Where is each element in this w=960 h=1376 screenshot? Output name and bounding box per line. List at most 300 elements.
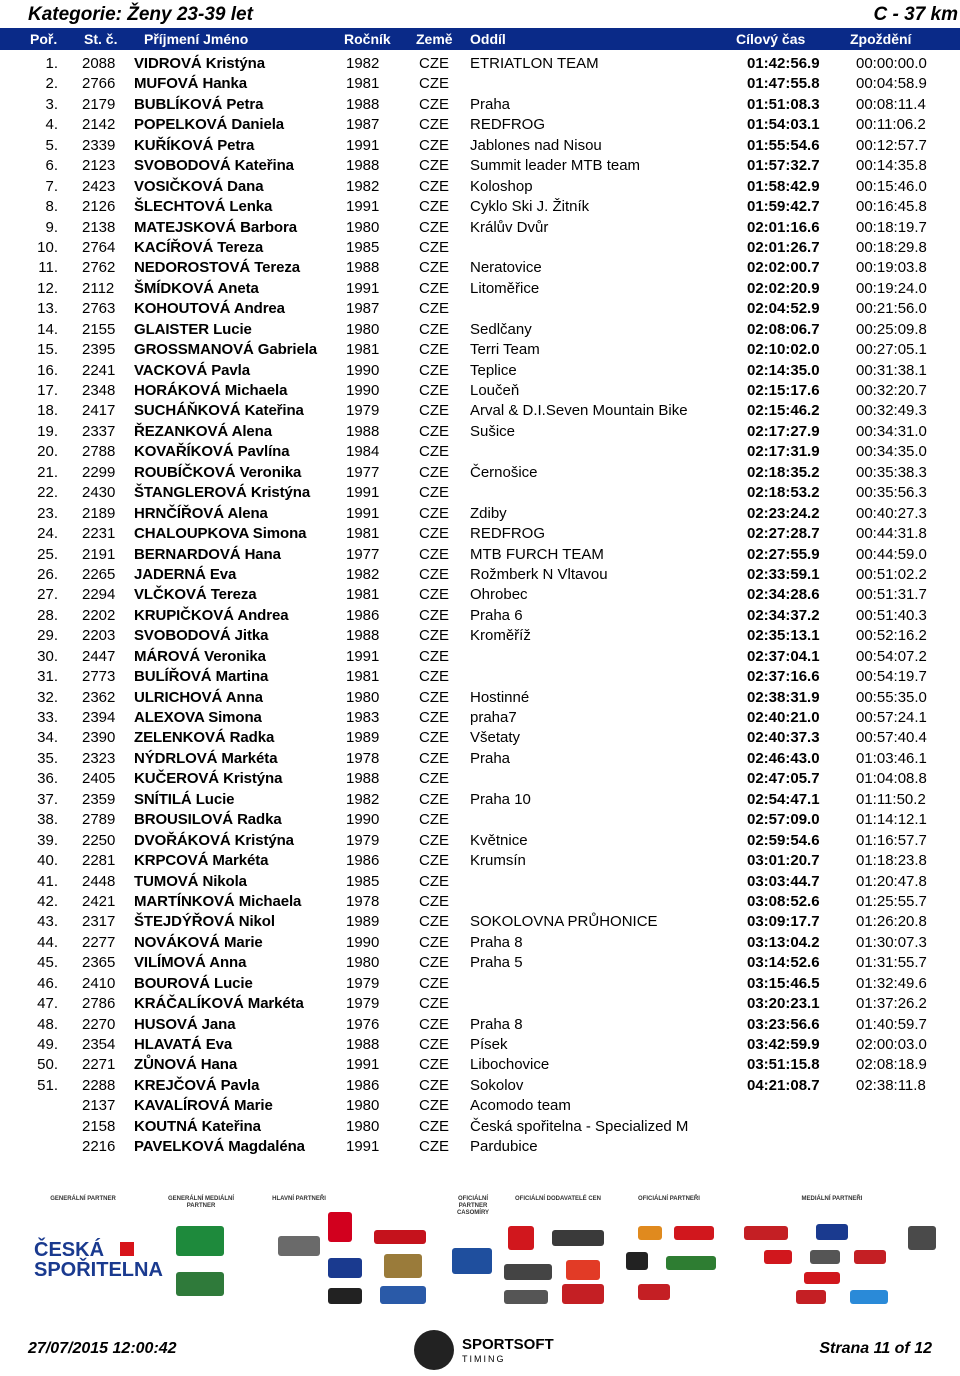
cell-country: CZE [419, 1056, 449, 1074]
cell-gap: 00:08:11.4 [856, 95, 926, 113]
cell-gap: 01:32:49.6 [856, 974, 927, 992]
cell-name: ZELENKOVÁ Radka [134, 729, 275, 747]
cell-gap: 00:32:20.7 [856, 382, 927, 399]
cell-gap: 00:51:40.3 [856, 606, 927, 624]
cell-start-number: 2421 [82, 892, 116, 910]
cell-country: CZE [419, 913, 449, 931]
cell-year: 1986 [346, 1076, 380, 1094]
cell-country: CZE [419, 545, 449, 563]
table-row [0, 156, 960, 176]
cell-country: CZE [419, 974, 449, 992]
cell-gap: 01:30:07.3 [856, 933, 927, 951]
cell-country: CZE [419, 1015, 449, 1033]
cell-finish-time: 02:37:04.1 [747, 647, 820, 665]
cell-finish-time: 02:34:28.6 [747, 586, 820, 604]
cell-club: Acomodo team [470, 1097, 571, 1115]
cell-finish-time: 01:57:32.7 [747, 157, 820, 175]
sportsoft-logo [414, 1330, 564, 1372]
cell-finish-time: 02:17:31.9 [747, 443, 820, 461]
cell-finish-time: 02:46:43.0 [747, 749, 820, 767]
cell-club: Cyklo Ski J. Žitník [470, 198, 590, 216]
table-row [0, 136, 960, 156]
page-number: Strana 11 of 12 [819, 1340, 932, 1357]
cell-finish-time: 02:14:35.0 [747, 361, 820, 379]
cell-finish-time: 03:14:52.6 [747, 954, 820, 972]
cell-start-number: 2763 [82, 300, 116, 318]
cell-finish-time: 03:51:15.8 [747, 1056, 820, 1074]
cell-name: BOUROVÁ Lucie [134, 974, 253, 992]
cell-club: Hostinné [470, 688, 530, 706]
cell-country: CZE [419, 1036, 449, 1053]
cell-gap: 00:44:31.8 [856, 525, 927, 543]
cell-position: 22. [37, 484, 58, 502]
cell-year: 1988 [346, 770, 380, 788]
lego-logo [508, 1226, 534, 1250]
cell-position: 4. [45, 116, 58, 134]
cell-finish-time: 02:15:17.6 [747, 382, 820, 399]
cell-year: 1985 [346, 238, 380, 256]
cell-name: CHALOUPKOVA Simona [134, 525, 307, 543]
cell-start-number: 2191 [82, 545, 116, 563]
header-club: Oddíl [470, 31, 506, 47]
table-row [0, 933, 960, 953]
cell-country: CZE [419, 422, 449, 440]
table-row [0, 197, 960, 217]
cell-start-number: 2773 [82, 668, 116, 686]
cell-position: 49. [37, 1036, 58, 1053]
cell-club: MTB FURCH TEAM [470, 545, 604, 563]
table-row [0, 299, 960, 319]
cell-name: KRPCOVÁ Markéta [134, 852, 269, 870]
cell-club: SOKOLOVNA PRŮHONICE [470, 913, 658, 931]
silvini-logo [552, 1230, 604, 1246]
cell-name: KOVAŘÍKOVÁ Pavlína [134, 443, 290, 461]
cell-country: CZE [419, 811, 449, 829]
cell-club: Neratovice [470, 259, 542, 277]
cell-position: 11. [38, 259, 58, 277]
cell-year: 1979 [346, 402, 380, 420]
cell-gap: 00:51:31.7 [856, 586, 927, 604]
cell-year: 1986 [346, 852, 380, 870]
cell-start-number: 2281 [82, 852, 116, 870]
cyklo-logo [854, 1250, 886, 1264]
cell-position: 40. [37, 852, 58, 870]
radiozurnal-logo [744, 1226, 788, 1240]
cell-finish-time: 02:27:28.7 [747, 525, 820, 543]
cell-year: 1991 [346, 647, 380, 665]
tkf-logo [638, 1284, 670, 1300]
cell-country: CZE [419, 320, 449, 338]
cell-start-number: 2764 [82, 238, 116, 256]
cell-position: 31. [37, 668, 58, 686]
cell-country: CZE [419, 954, 449, 972]
cell-gap: 00:19:03.8 [856, 259, 927, 277]
cell-name: NOVÁKOVÁ Marie [134, 933, 263, 951]
sportrecharge-logo [562, 1284, 604, 1304]
cell-country: CZE [419, 300, 449, 318]
cell-club: Loučeň [470, 382, 520, 399]
cell-finish-time: 02:01:26.7 [747, 238, 820, 256]
cell-position: 35. [37, 749, 58, 767]
cell-gap: 02:00:03.0 [856, 1036, 927, 1053]
cell-name: HUSOVÁ Jana [134, 1015, 236, 1033]
cell-name: NÝDRLOVÁ Markéta [134, 749, 278, 767]
cell-finish-time: 03:20:23.1 [747, 995, 820, 1013]
cell-year: 1980 [346, 1097, 380, 1115]
cell-name: TUMOVÁ Nikola [134, 872, 247, 890]
header-year: Ročník [344, 31, 391, 47]
cell-name: BROUSILOVÁ Radka [134, 811, 282, 829]
cell-country: CZE [419, 647, 449, 665]
cell-country: CZE [419, 55, 449, 72]
cell-finish-time: 01:51:08.3 [747, 95, 820, 113]
cell-gap: 00:11:06.2 [856, 116, 926, 134]
cell-name: BUBLÍKOVÁ Petra [134, 95, 264, 113]
cell-gap: 00:18:19.7 [856, 218, 927, 236]
cell-country: CZE [419, 75, 449, 93]
table-row [0, 504, 960, 524]
cell-start-number: 2448 [82, 872, 116, 890]
autoguard-logo [504, 1290, 548, 1304]
cs-logo-mark [120, 1242, 134, 1256]
cell-start-number: 2766 [82, 75, 116, 93]
cell-year: 1987 [346, 300, 380, 318]
cell-gap: 01:40:59.7 [856, 1015, 927, 1033]
cell-year: 1988 [346, 627, 380, 645]
cell-country: CZE [419, 995, 449, 1013]
table-row [0, 258, 960, 278]
cell-position: 18. [37, 402, 58, 420]
cell-position: 46. [37, 974, 58, 992]
cell-gap: 00:35:56.3 [856, 484, 927, 502]
cell-gap: 02:08:18.9 [856, 1056, 927, 1074]
cell-club: Praha 6 [470, 606, 523, 624]
cell-gap: 01:25:55.7 [856, 892, 927, 910]
table-row [0, 74, 960, 94]
cell-year: 1991 [346, 484, 380, 502]
cell-club: Terri Team [470, 341, 540, 359]
cell-country: CZE [419, 586, 449, 604]
cell-name: MARTÍNKOVÁ Michaela [134, 892, 302, 910]
print-date: 27/07/2015 12:00:42 [28, 1340, 177, 1357]
table-row [0, 381, 960, 401]
cell-gap: 01:18:23.8 [856, 852, 927, 870]
cell-gap: 00:35:38.3 [856, 463, 927, 481]
cell-start-number: 2137 [82, 1097, 116, 1115]
cell-country: CZE [419, 606, 449, 624]
cell-year: 1991 [346, 1138, 380, 1156]
cell-country: CZE [419, 218, 449, 236]
cell-gap: 01:04:08.8 [856, 770, 927, 788]
table-row [0, 647, 960, 667]
table-row [0, 1137, 960, 1157]
cell-year: 1980 [346, 954, 380, 972]
cell-position: 8. [45, 198, 58, 216]
cell-finish-time: 02:02:20.9 [747, 279, 820, 297]
cell-start-number: 2339 [82, 136, 116, 154]
cell-country: CZE [419, 1117, 449, 1135]
media-partners-label: MEDIÁLNÍ PARTNEŘI [801, 1196, 863, 1202]
table-row [0, 953, 960, 973]
cell-gap: 00:19:24.0 [856, 279, 927, 297]
cell-start-number: 2271 [82, 1056, 116, 1074]
results-table [0, 54, 960, 1158]
table-row [0, 831, 960, 851]
kooperativa-logo [176, 1226, 224, 1256]
cell-name: KAVALÍROVÁ Marie [134, 1097, 273, 1115]
cell-position: 30. [37, 647, 58, 665]
table-row [0, 238, 960, 258]
cell-start-number: 2112 [82, 279, 115, 297]
partner-logo-3 [850, 1290, 888, 1304]
cell-finish-time: 03:15:46.5 [747, 974, 820, 992]
table-row [0, 974, 960, 994]
cell-finish-time: 02:17:27.9 [747, 422, 820, 440]
cell-position: 7. [45, 177, 58, 195]
table-row [0, 54, 960, 74]
cell-finish-time: 02:18:53.2 [747, 484, 820, 502]
cell-gap: 00:18:29.8 [856, 238, 927, 256]
cell-gap: 00:14:35.8 [856, 157, 927, 175]
cell-name: ZŮNOVÁ Hana [134, 1056, 238, 1074]
cell-position: 15. [37, 341, 58, 359]
magazine-logo [908, 1226, 936, 1250]
cell-start-number: 2394 [82, 709, 116, 726]
table-row [0, 524, 960, 544]
cell-country: CZE [419, 95, 449, 113]
media-partners-group [724, 1196, 940, 1314]
cell-name: ALEXOVA Simona [134, 709, 262, 726]
cell-country: CZE [419, 279, 449, 297]
cell-gap: 02:38:11.8 [856, 1076, 926, 1094]
cell-start-number: 2390 [82, 729, 116, 747]
cell-year: 1991 [346, 136, 380, 154]
cell-country: CZE [419, 749, 449, 767]
cell-country: CZE [419, 1097, 449, 1115]
cell-name: POPELKOVÁ Daniela [134, 116, 285, 134]
table-row [0, 892, 960, 912]
cell-country: CZE [419, 402, 449, 420]
results-header [0, 28, 960, 50]
krusovice-logo [384, 1254, 422, 1278]
table-row [0, 1055, 960, 1075]
cell-year: 1990 [346, 361, 380, 379]
cell-position: 3. [45, 95, 58, 113]
table-row [0, 667, 960, 687]
table-row [0, 708, 960, 728]
table-row [0, 463, 960, 483]
cell-finish-time: 04:21:08.7 [747, 1076, 820, 1094]
cell-start-number: 2270 [82, 1015, 116, 1033]
cell-year: 1990 [346, 382, 380, 399]
cell-start-number: 2430 [82, 484, 116, 502]
festina-logo [452, 1248, 492, 1274]
cell-year: 1988 [346, 95, 380, 113]
table-row [0, 95, 960, 115]
cell-country: CZE [419, 382, 449, 399]
cell-gap: 00:21:56.0 [856, 300, 927, 318]
table-row [0, 994, 960, 1014]
cell-finish-time: 03:13:04.2 [747, 933, 820, 951]
cell-gap: 00:00:00.0 [856, 55, 927, 72]
cell-year: 1978 [346, 892, 380, 910]
cell-gap: 00:51:02.2 [856, 565, 927, 583]
cell-gap: 00:44:59.0 [856, 545, 927, 563]
suppliers-label: OFICIÁLNÍ DODAVATELÉ CEN [515, 1196, 601, 1202]
cell-country: CZE [419, 852, 449, 870]
cell-year: 1991 [346, 198, 380, 216]
sponsors-strip [24, 1196, 940, 1314]
cell-start-number: 2155 [82, 320, 116, 338]
cell-name: KOHOUTOVÁ Andrea [134, 300, 285, 318]
table-row [0, 1117, 960, 1137]
alllivictus-logo [666, 1256, 716, 1270]
cell-position: 48. [37, 1015, 58, 1033]
cell-year: 1980 [346, 218, 380, 236]
cell-name: BULÍŘOVÁ Martina [134, 668, 269, 686]
cell-position: 36. [37, 770, 58, 788]
cell-start-number: 2447 [82, 647, 116, 665]
table-row [0, 749, 960, 769]
cell-start-number: 2202 [82, 606, 116, 624]
table-row [0, 1096, 960, 1116]
cell-position: 50. [37, 1056, 58, 1074]
cell-start-number: 2395 [82, 341, 116, 359]
cell-finish-time: 02:27:55.9 [747, 545, 820, 563]
cell-start-number: 2359 [82, 790, 116, 808]
cell-finish-time: 02:34:37.2 [747, 606, 820, 624]
ceska-sporitelna-logo [34, 1239, 163, 1281]
cell-club: Česká spořitelna - Specialized M [470, 1117, 689, 1135]
cell-year: 1991 [346, 1056, 380, 1074]
cell-position: 20. [37, 443, 58, 461]
cell-country: CZE [419, 198, 449, 216]
cell-country: CZE [419, 157, 449, 175]
cell-club: Pardubice [470, 1138, 538, 1156]
cell-start-number: 2405 [82, 770, 116, 788]
cell-gap: 00:57:24.1 [856, 709, 927, 726]
cell-year: 1988 [346, 422, 380, 440]
cell-country: CZE [419, 770, 449, 788]
table-row [0, 1015, 960, 1035]
header-name: Příjmení Jméno [144, 31, 249, 47]
cell-start-number: 2762 [82, 259, 116, 277]
cell-finish-time: 02:57:09.0 [747, 811, 820, 829]
cell-club: Všetaty [470, 729, 521, 747]
cell-position: 1. [45, 55, 58, 72]
cell-year: 1985 [346, 872, 380, 890]
cell-name: HLAVATÁ Eva [134, 1036, 233, 1053]
cell-position: 14. [37, 320, 58, 338]
cell-start-number: 2354 [82, 1036, 116, 1053]
cell-start-number: 2417 [82, 402, 116, 420]
cell-finish-time: 02:47:05.7 [747, 770, 820, 788]
cell-name: VLČKOVÁ Tereza [134, 586, 257, 604]
cell-position: 41. [37, 872, 58, 890]
cell-position: 12. [37, 279, 58, 297]
cell-name: SVOBODOVÁ Kateřina [134, 157, 294, 175]
cell-club: Teplice [470, 361, 517, 379]
cell-start-number: 2337 [82, 422, 116, 440]
cell-name: JADERNÁ Eva [134, 565, 237, 583]
cell-name: GROSSMANOVÁ Gabriela [134, 341, 318, 359]
official-partners-group [614, 1196, 724, 1314]
sportsoft-subtitle: TIMING [462, 1354, 506, 1364]
cell-start-number: 2294 [82, 586, 116, 604]
symbio-logo [380, 1286, 426, 1304]
cell-year: 1990 [346, 811, 380, 829]
cell-name: VACKOVÁ Pavla [134, 361, 250, 379]
cell-year: 1990 [346, 933, 380, 951]
3m-logo [566, 1260, 600, 1280]
table-row [0, 340, 960, 360]
cell-year: 1981 [346, 525, 380, 543]
table-row [0, 361, 960, 381]
cell-country: CZE [419, 872, 449, 890]
cell-club: Praha 10 [470, 790, 531, 808]
cell-country: CZE [419, 504, 449, 522]
mtbs-logo [810, 1250, 840, 1264]
cell-gap: 00:27:05.1 [856, 341, 927, 359]
cell-country: CZE [419, 729, 449, 747]
cell-country: CZE [419, 668, 449, 686]
cell-finish-time: 02:33:59.1 [747, 565, 820, 583]
cell-club: Koloshop [470, 177, 533, 195]
cyklistika-logo [804, 1272, 840, 1284]
partner-logo-1 [638, 1226, 662, 1240]
cell-finish-time: 02:59:54.6 [747, 831, 820, 849]
cell-start-number: 2250 [82, 831, 116, 849]
cell-country: CZE [419, 259, 449, 277]
cell-finish-time: 02:23:24.2 [747, 504, 820, 522]
cell-position: 17. [37, 382, 58, 399]
sportsoft-icon [414, 1330, 454, 1370]
cell-name: ŠTANGLEROVÁ Kristýna [134, 484, 311, 502]
cell-club: Rožmberk N Vltavou [470, 565, 608, 583]
table-row [0, 912, 960, 932]
cell-finish-time: 02:08:06.7 [747, 320, 820, 338]
race-distance: C - 37 km [873, 4, 958, 25]
cell-country: CZE [419, 463, 449, 481]
cell-country: CZE [419, 790, 449, 808]
table-row [0, 606, 960, 626]
cell-name: GLAISTER Lucie [134, 320, 252, 338]
cell-finish-time: 03:08:52.6 [747, 892, 820, 910]
cell-position: 37. [37, 790, 58, 808]
table-row [0, 545, 960, 565]
cell-finish-time: 03:01:20.7 [747, 852, 820, 870]
cell-position: 42. [37, 892, 58, 910]
cs-logo-text: ČESKÁ SPOŘITELNA [34, 1239, 163, 1281]
lawi-logo [328, 1288, 362, 1304]
table-row [0, 442, 960, 462]
sportsoft-name: SPORTSOFT [462, 1336, 554, 1353]
cell-name: KACÍŘOVÁ Tereza [134, 238, 264, 256]
cell-name: MATEJSKOVÁ Barbora [134, 218, 297, 236]
cell-name: ŠTEJDÝŘOVÁ Nikol [134, 913, 275, 931]
cell-position: 47. [37, 995, 58, 1013]
cell-year: 1980 [346, 320, 380, 338]
cell-country: CZE [419, 238, 449, 256]
cell-gap: 01:37:26.2 [856, 995, 927, 1013]
header-finish-time: Cílový čas [736, 31, 806, 47]
table-row [0, 279, 960, 299]
cell-year: 1976 [346, 1015, 380, 1033]
cell-country: CZE [419, 341, 449, 359]
cell-name: MUFOVÁ Hanka [134, 75, 247, 93]
cell-club: Litoměřice [470, 279, 540, 297]
cell-country: CZE [419, 443, 449, 461]
